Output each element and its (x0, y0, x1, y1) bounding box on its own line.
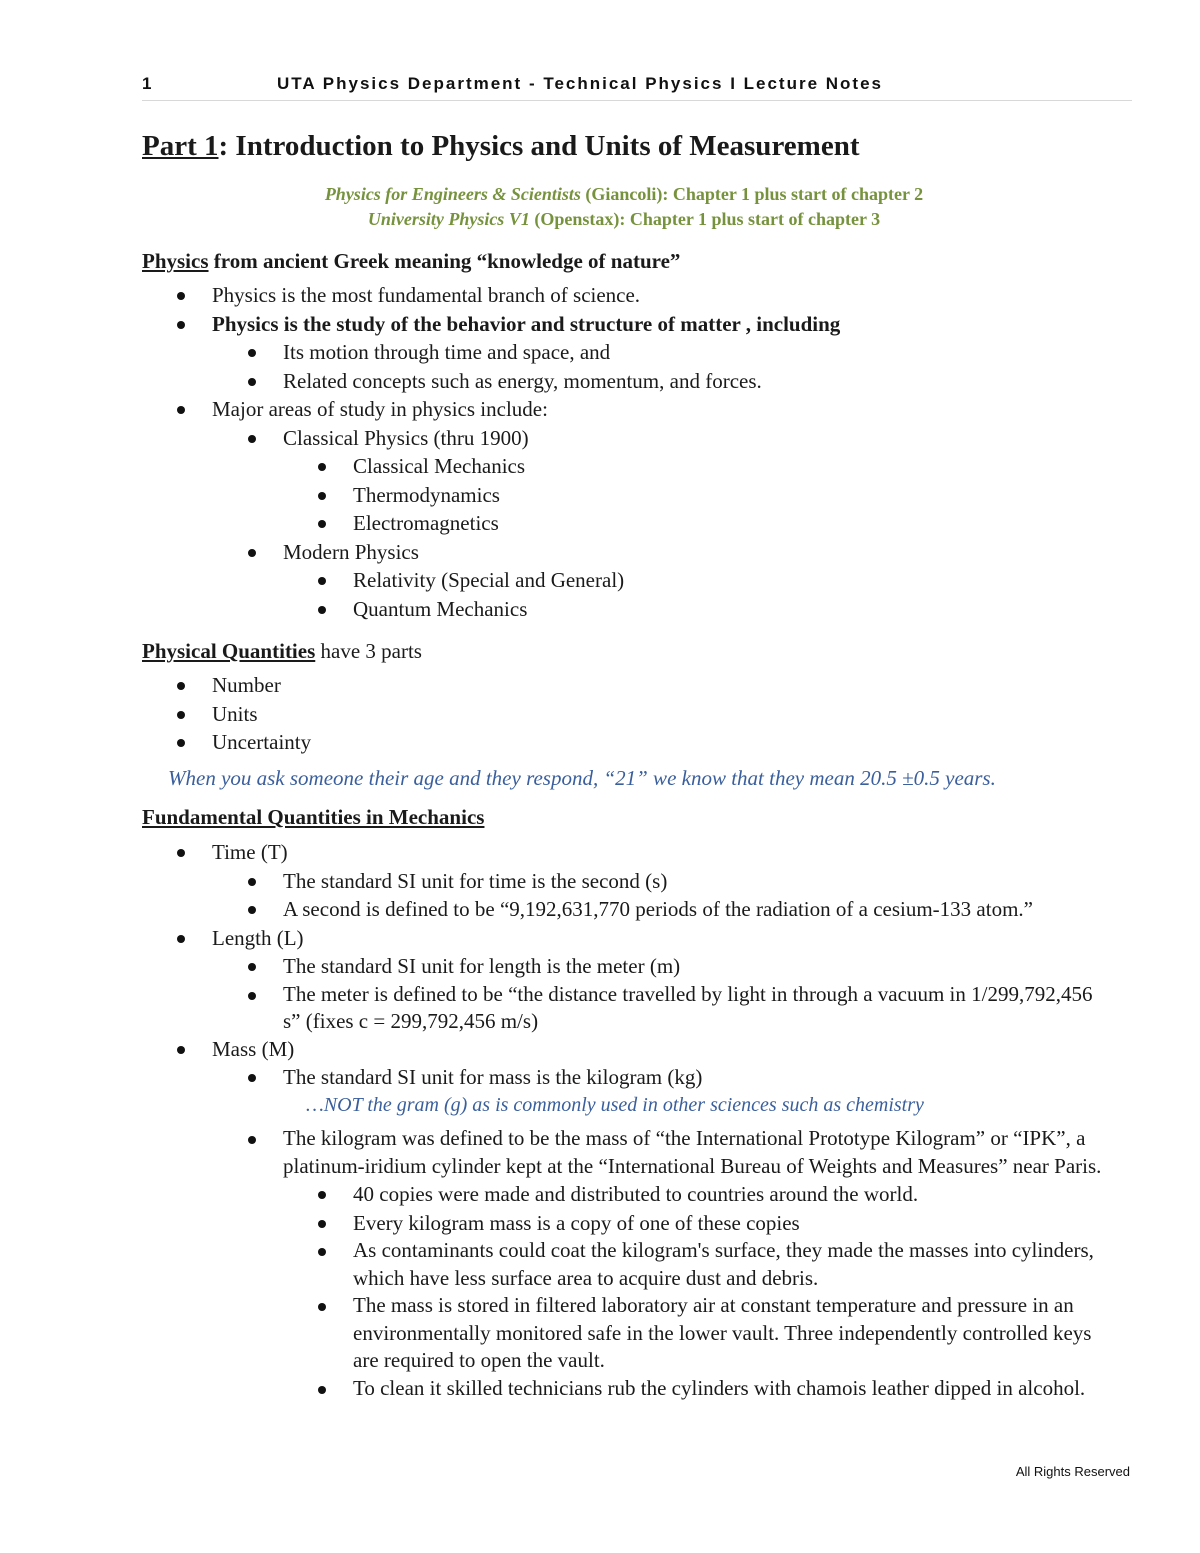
age-example-note: When you ask someone their age and they respond, “21” we know that they mean 20.5 ±0.5 years. (168, 766, 996, 790)
page-number: 1 (142, 74, 154, 93)
bullet-icon (177, 292, 185, 300)
quantities-list (0, 671, 1200, 757)
bullet-icon (248, 378, 256, 386)
bullet-icon (177, 711, 185, 719)
list-item: The standard SI unit for length is the meter (m) (0, 952, 1200, 981)
list-item: Number (0, 671, 1200, 700)
section-heading-keyword: Physics (142, 249, 209, 273)
bullet-icon (248, 878, 256, 886)
bullet-icon (318, 520, 326, 528)
bullet-icon (248, 435, 256, 443)
list-item: The kilogram was defined to be the mass of “the International Prototype Kilogram” or “IPK”, a platinum-iridium cylinder kept at the “International Bureau of Weights and Measures” near Paris. (0, 1125, 1200, 1180)
page-title (142, 130, 859, 163)
list-item: Its motion through time and space, and (0, 338, 1200, 367)
bullet-icon (318, 1220, 326, 1228)
gram-note: …NOT the gram (g) as is commonly used in other sciences such as chemistry (306, 1094, 924, 1116)
section-heading-rest: have 3 parts (315, 639, 422, 663)
reference-author: (Openstax): (529, 209, 630, 229)
list-item: Related concepts such as energy, momentum, and forces. (0, 367, 1200, 396)
bullet-icon (318, 1303, 326, 1311)
reference-chapters: Chapter 1 plus start of chapter 2 (672, 184, 924, 204)
bullet-icon (248, 549, 256, 557)
list-item: Uncertainty (0, 728, 1200, 757)
list-item: The mass is stored in filtered laboratory air at constant temperature and pressure in an environmentally monitored safe in the lower vault. Three independently controlled keys are required to open the vault. (0, 1292, 1200, 1375)
list-item: Units (0, 700, 1200, 729)
bullet-icon (177, 849, 185, 857)
section-heading-physical-quantities (142, 639, 422, 664)
bullet-icon (318, 1191, 326, 1199)
list-item: Relativity (Special and General) (0, 566, 1200, 595)
list-item: Physics is the most fundamental branch of science. (0, 281, 1200, 310)
bullet-icon (318, 463, 326, 471)
list-item: The standard SI unit for mass is the kilogram (kg) (0, 1063, 1200, 1092)
list-item: A second is defined to be “9,192,631,770 periods of the radiation of a cesium-133 atom.” (0, 895, 1200, 924)
bullet-icon (318, 492, 326, 500)
section-heading-keyword: Physical Quantities (142, 639, 316, 663)
section-heading-keyword: Fundamental Quantities in Mechanics (142, 805, 485, 829)
list-item: The standard SI unit for time is the second (s) (0, 867, 1200, 896)
list-item: Modern Physics (0, 538, 1200, 567)
title-part: Part 1 (142, 130, 219, 162)
reference-author: (Giancoli): (580, 184, 673, 204)
reference-chapters: Chapter 1 plus start of chapter 3 (629, 209, 881, 229)
list-item: Electromagnetics (0, 509, 1200, 538)
list-item: Classical Mechanics (0, 452, 1200, 481)
bullet-icon (177, 682, 185, 690)
bullet-icon (177, 1046, 185, 1054)
title-rest: : Introduction to Physics and Units of Measurement (218, 130, 860, 162)
bullet-icon (177, 406, 185, 414)
bullet-icon (248, 963, 256, 971)
list-item: Length (L) (0, 924, 1200, 953)
list-item: Time (T) (0, 838, 1200, 867)
bullet-icon (248, 992, 256, 1000)
bullet-icon (318, 1248, 326, 1256)
physics-list (0, 281, 1200, 623)
header-title: UTA Physics Department - Technical Physics I Lecture Notes (277, 74, 884, 93)
reference-line (142, 207, 1106, 232)
bullet-icon (248, 1074, 256, 1082)
list-item: Classical Physics (thru 1900) (0, 424, 1200, 453)
fundamental-list-kilogram (0, 1125, 1200, 1402)
fundamental-list-time-length (0, 838, 1200, 1092)
bullet-icon (248, 349, 256, 357)
list-item: 40 copies were made and distributed to countries around the world. (0, 1180, 1200, 1209)
reference-book: Physics for Engineers & Scientists (324, 184, 581, 204)
bullet-icon (248, 1136, 256, 1144)
list-item: Thermodynamics (0, 481, 1200, 510)
page-footer: All Rights Reserved (1015, 1464, 1130, 1479)
reference-book: University Physics V1 (367, 209, 530, 229)
bullet-icon (177, 321, 185, 329)
list-item: Every kilogram mass is a copy of one of these copies (0, 1209, 1200, 1238)
bullet-icon (318, 577, 326, 585)
page-header (142, 74, 1132, 101)
section-heading-fundamental-quantities (142, 805, 484, 830)
bullet-icon (318, 1386, 326, 1394)
section-heading-rest: from ancient Greek meaning “knowledge of nature” (208, 249, 681, 273)
bullet-icon (177, 739, 185, 747)
bullet-icon (318, 606, 326, 614)
reference-line (142, 182, 1106, 207)
bullet-icon (248, 906, 256, 914)
bullet-icon (177, 935, 185, 943)
list-item: Mass (M) (0, 1035, 1200, 1064)
list-item: Physics is the study of the behavior and structure of matter , including (0, 310, 1200, 339)
list-item: To clean it skilled technicians rub the cylinders with chamois leather dipped in alcohol. (0, 1375, 1200, 1403)
list-item: As contaminants could coat the kilogram's surface, they made the masses into cylinders, which have less surface area to acquire dust and debris. (0, 1237, 1200, 1292)
textbook-references (142, 182, 1106, 232)
list-item: Quantum Mechanics (0, 595, 1200, 624)
list-item: The meter is defined to be “the distance travelled by light in through a vacuum in 1/299,792,456 s” (fixes c = 299,792,456 m/s) (0, 981, 1200, 1035)
list-item: Major areas of study in physics include: (0, 395, 1200, 424)
section-heading-physics (142, 249, 680, 274)
